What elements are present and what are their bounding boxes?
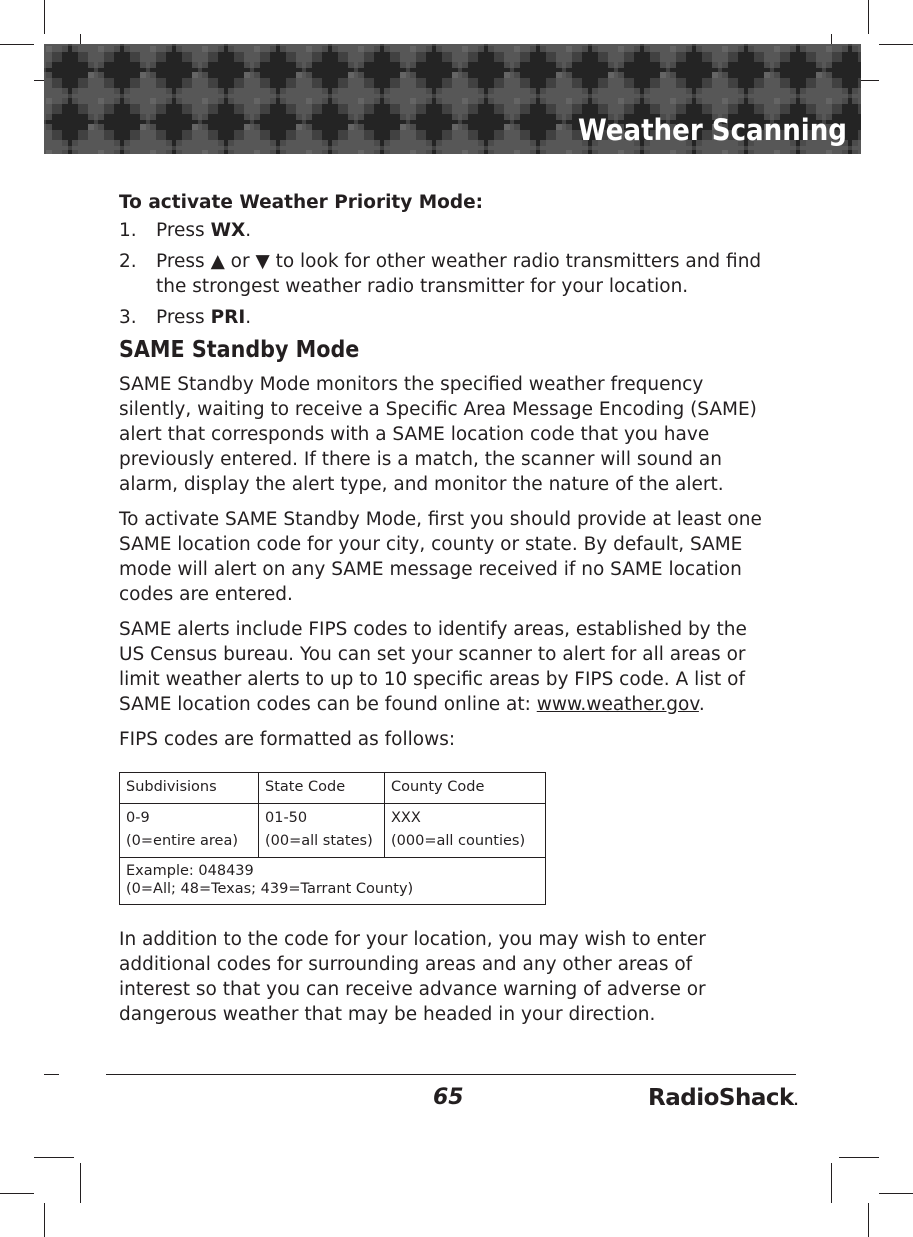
table-row <box>120 858 546 905</box>
crop-mark <box>879 44 913 45</box>
table-cell <box>120 804 259 858</box>
table-header: County Code <box>385 773 546 804</box>
priority-heading: To activate Weather Priority Mode: <box>119 192 484 213</box>
list-item <box>119 249 769 299</box>
paragraph-text: SAME alerts include FIPS codes to identify areas, established by the US Census bureau. You can set your scanner to alert for all areas or limit weather alerts to up to 10 specific areas by FIPS code. A list of SAME location codes can be found online at: <box>119 619 747 715</box>
page-title: Weather Scanning <box>578 113 847 147</box>
fips-table <box>119 772 546 905</box>
paragraph-text: . <box>698 694 705 715</box>
step-text: Press <box>156 307 211 328</box>
list-item <box>119 218 769 243</box>
step-text: . <box>245 307 252 328</box>
cell-note: (000=all counties) <box>391 833 526 849</box>
step-number: 3. <box>119 307 137 328</box>
crop-mark <box>868 0 869 34</box>
list-item <box>119 305 769 330</box>
cell-note: (00=all states) <box>265 833 373 849</box>
table-cell <box>385 804 546 858</box>
crop-mark <box>44 1203 45 1237</box>
table-header-row <box>120 773 546 804</box>
crop-mark <box>44 1074 59 1075</box>
key-name: WX <box>210 220 246 241</box>
crop-mark <box>868 1203 869 1237</box>
cell-note: (0=entire area) <box>126 833 239 849</box>
step-text: Press <box>156 220 211 241</box>
table-cell <box>259 804 385 858</box>
crop-mark <box>44 0 45 34</box>
crop-mark <box>0 1193 34 1194</box>
step-text: . <box>245 220 252 241</box>
step-number: 2. <box>119 251 137 272</box>
crop-mark <box>80 1163 81 1203</box>
table-cell <box>120 858 546 905</box>
key-name: PRI <box>210 307 246 328</box>
paragraph: SAME Standby Mode monitors the specified weather frequency silently, waiting to receive a Specific Area Message Encoding (SAME) alert that corresponds with a SAME location code that you have previously entered. If there is a match, the scanner will sound an alarm, display the alert type, and monitor the nature of the alert. <box>119 374 757 495</box>
cell-value: 0-9 <box>126 810 150 826</box>
section-title: SAME Standby Mode <box>119 337 360 363</box>
table-header: Subdivisions <box>120 773 259 804</box>
crop-mark <box>34 1157 74 1158</box>
cell-value: 01-50 <box>265 810 308 826</box>
crop-mark <box>831 1163 832 1203</box>
crop-mark <box>0 44 34 45</box>
paragraph: To activate SAME Standby Mode, first you should provide at least one SAME location code for your city, county or state. By default, SAME mode will alert on any SAME message received if no SAME location codes are entered. <box>119 509 762 605</box>
paragraph <box>119 617 769 717</box>
brand-logo <box>648 1085 798 1111</box>
footer-divider <box>106 1074 796 1075</box>
weather-gov-link[interactable]: www.weather.gov <box>536 694 699 715</box>
step-text: Press ▲ or ▼ to look for other weather radio transmitters and find the strongest weather radio transmitter for your location. <box>156 251 762 297</box>
page-number: 65 <box>433 1085 464 1110</box>
example-line: Example: 048439 <box>126 863 254 879</box>
main-content <box>119 190 769 1037</box>
crop-mark <box>879 1193 913 1194</box>
table-header: State Code <box>259 773 385 804</box>
table-row <box>120 804 546 858</box>
cell-value: XXX <box>391 810 421 826</box>
paragraph: FIPS codes are formatted as follows: <box>119 729 456 750</box>
step-number: 1. <box>119 220 137 241</box>
example-line: (0=All; 48=Texas; 439=Tarrant County) <box>126 881 414 897</box>
paragraph: In addition to the code for your location, you may wish to enter additional codes for surrounding areas and any other areas of interest so that you can receive advance warning of adverse or dangerous weather that may be headed in your direction. <box>119 929 706 1025</box>
brand-name: RadioShack <box>648 1085 794 1111</box>
brand-mark: . <box>793 1094 798 1108</box>
crop-mark <box>839 1157 879 1158</box>
